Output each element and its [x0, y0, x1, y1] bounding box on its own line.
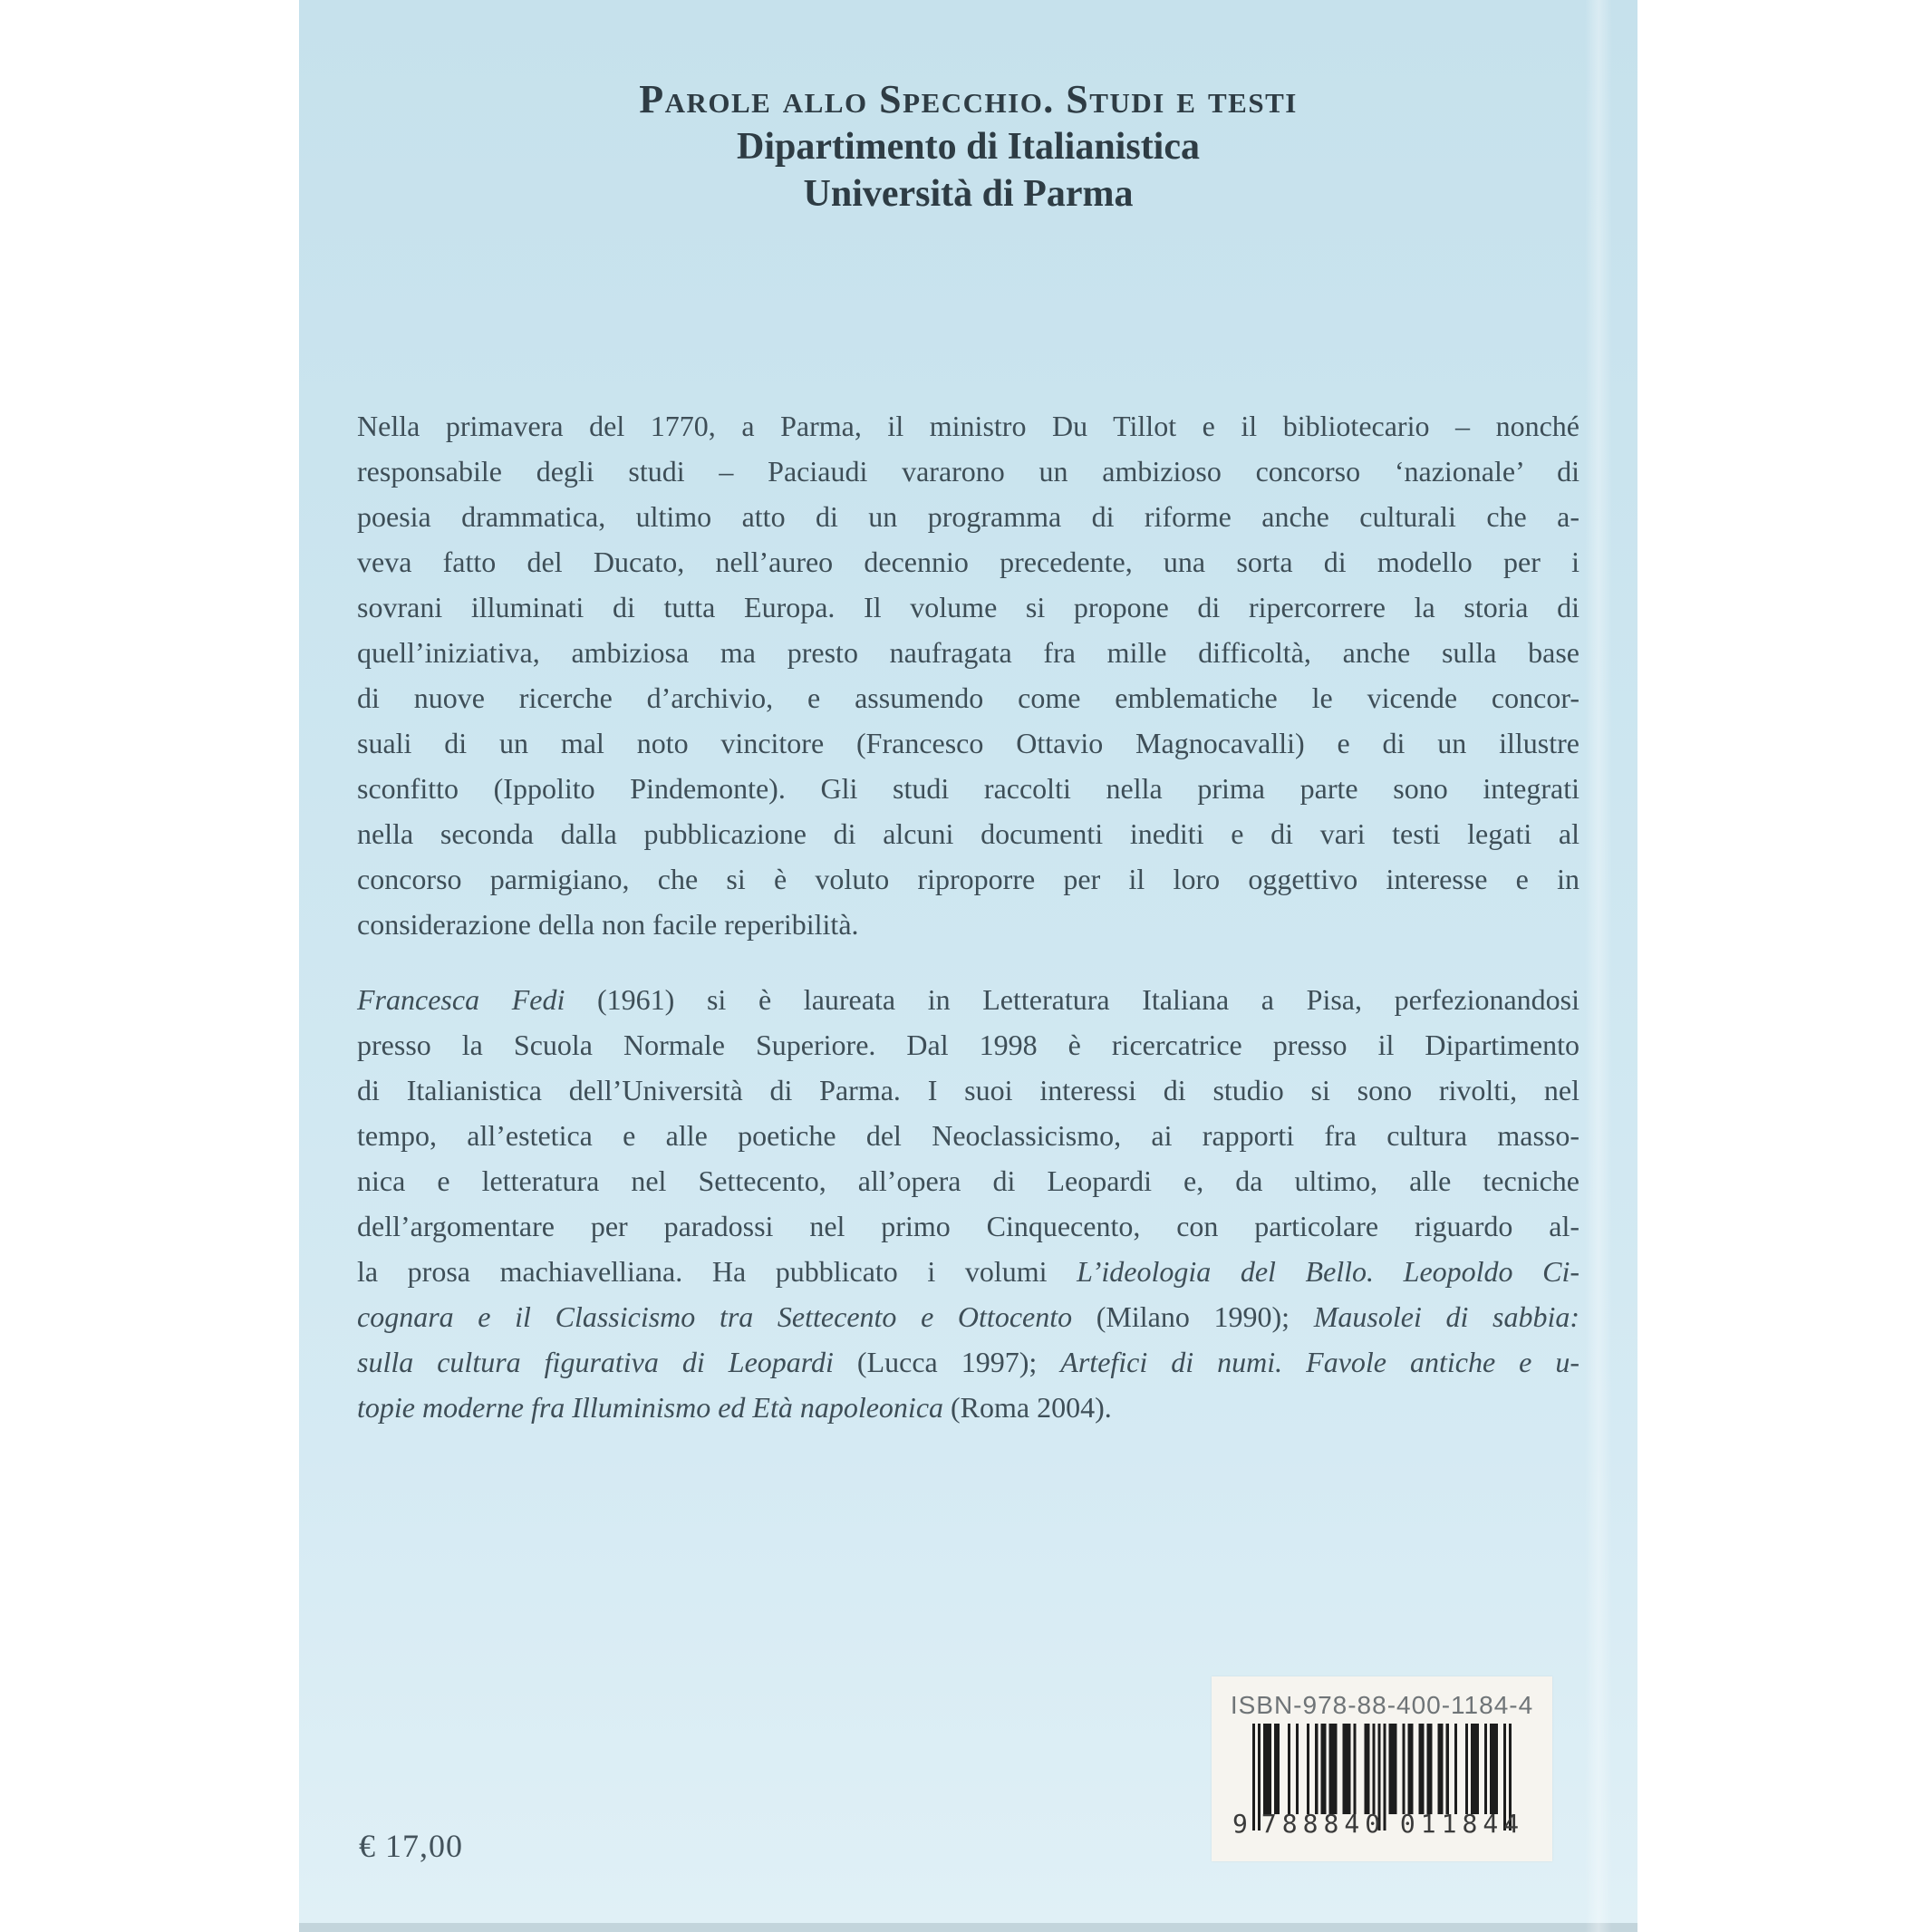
text-line: dell’argomentare per paradossi nel primo Cinquecento, con particolare riguardo al- [357, 1210, 1579, 1242]
text-line: sconfitto (Ippolito Pindemonte). Gli studi raccolti nella prima parte sono integrati [357, 772, 1579, 805]
book-bottom-edge [299, 1923, 1637, 1932]
barcode-digits-group1: 788840 [1261, 1809, 1386, 1839]
text-line: considerazione della non facile reperibilità. [357, 908, 859, 941]
imprint-header [299, 76, 1637, 217]
text-line: sovrani illuminati di tutta Europa. Il volume si propone di ripercorrere la storia di [357, 591, 1579, 623]
book-description [357, 403, 1579, 947]
text-line: Francesca Fedi (1961) si è laureata in Letteratura Italiana a Pisa, perfezionandosi [357, 983, 1580, 1016]
text-line: responsabile degli studi – Paciaudi vararono un ambizioso concorso ‘nazionale’ di [357, 455, 1579, 488]
barcode-digits [1232, 1809, 1531, 1839]
text-line: quell’iniziativa, ambiziosa ma presto naufragata fra mille difficoltà, anche sulla base [357, 636, 1579, 669]
author-bio [357, 977, 1579, 1430]
text-line: la prosa machiavelliana. Ha pubblicato i volumi L’ideologia del Bello. Leopoldo Ci- [357, 1255, 1580, 1288]
text-line: concorso parmigiano, che si è voluto riproporre per il loro oggettivo interesse e in [357, 863, 1579, 895]
text-line: di Italianistica dell’Università di Parma. I suoi interessi di studio si sono rivolti, nel [357, 1074, 1579, 1106]
text-line: Nella primavera del 1770, a Parma, il ministro Du Tillot e il bibliotecario – nonché [357, 410, 1579, 442]
price-label: € 17,00 [359, 1828, 463, 1864]
book-back-cover [299, 0, 1637, 1932]
text-line: tempo, all’estetica e alle poetiche del Neoclassicismo, ai rapporti fra cultura masso- [357, 1119, 1579, 1152]
text-line: suali di un mal noto vincitore (Francesco Ottavio Magnocavalli) e di un illustre [357, 727, 1579, 759]
isbn-barcode-label [1212, 1676, 1552, 1861]
ean13-barcode [1232, 1724, 1531, 1858]
text-line: nica e letteratura nel Settecento, all’opera di Leopardi e, da ultimo, alle tecniche [357, 1164, 1579, 1197]
text-line: sulla cultura figurativa di Leopardi (Lucca 1997); Artefici di numi. Favole antiche e u- [357, 1346, 1580, 1378]
university-name: Università di Parma [803, 173, 1134, 215]
text-line: presso la Scuola Normale Superiore. Dal 1998 è ricercatrice presso il Dipartimento [357, 1029, 1579, 1061]
text-line: cognara e il Classicismo tra Settecento e Ottocento (Milano 1990); Mausolei di sabbia: [357, 1300, 1580, 1333]
barcode-digits-group2: 011844 [1399, 1809, 1525, 1839]
text-line: nella seconda dalla pubblicazione di alcuni documenti inediti e di vari testi legati al [357, 817, 1579, 850]
barcode-digit-left: 9 [1232, 1809, 1248, 1839]
department-name: Dipartimento di Italianistica [737, 126, 1200, 168]
text-line: di nuove ricerche d’archivio, e assumendo come emblematiche le vicende concor- [357, 681, 1579, 714]
isbn-number: ISBN-978-88-400-1184-4 [1230, 1691, 1534, 1719]
series-title: Parole allo Specchio. Studi e testi [639, 77, 1298, 121]
text-line: poesia drammatica, ultimo atto di un programma di riforme anche culturali che a- [357, 500, 1579, 533]
text-line: veva fatto del Ducato, nell’aureo decennio precedente, una sorta di modello per i [357, 546, 1579, 578]
text-line: topie moderne fra Illuminismo ed Età napoleonica (Roma 2004). [357, 1391, 1112, 1424]
